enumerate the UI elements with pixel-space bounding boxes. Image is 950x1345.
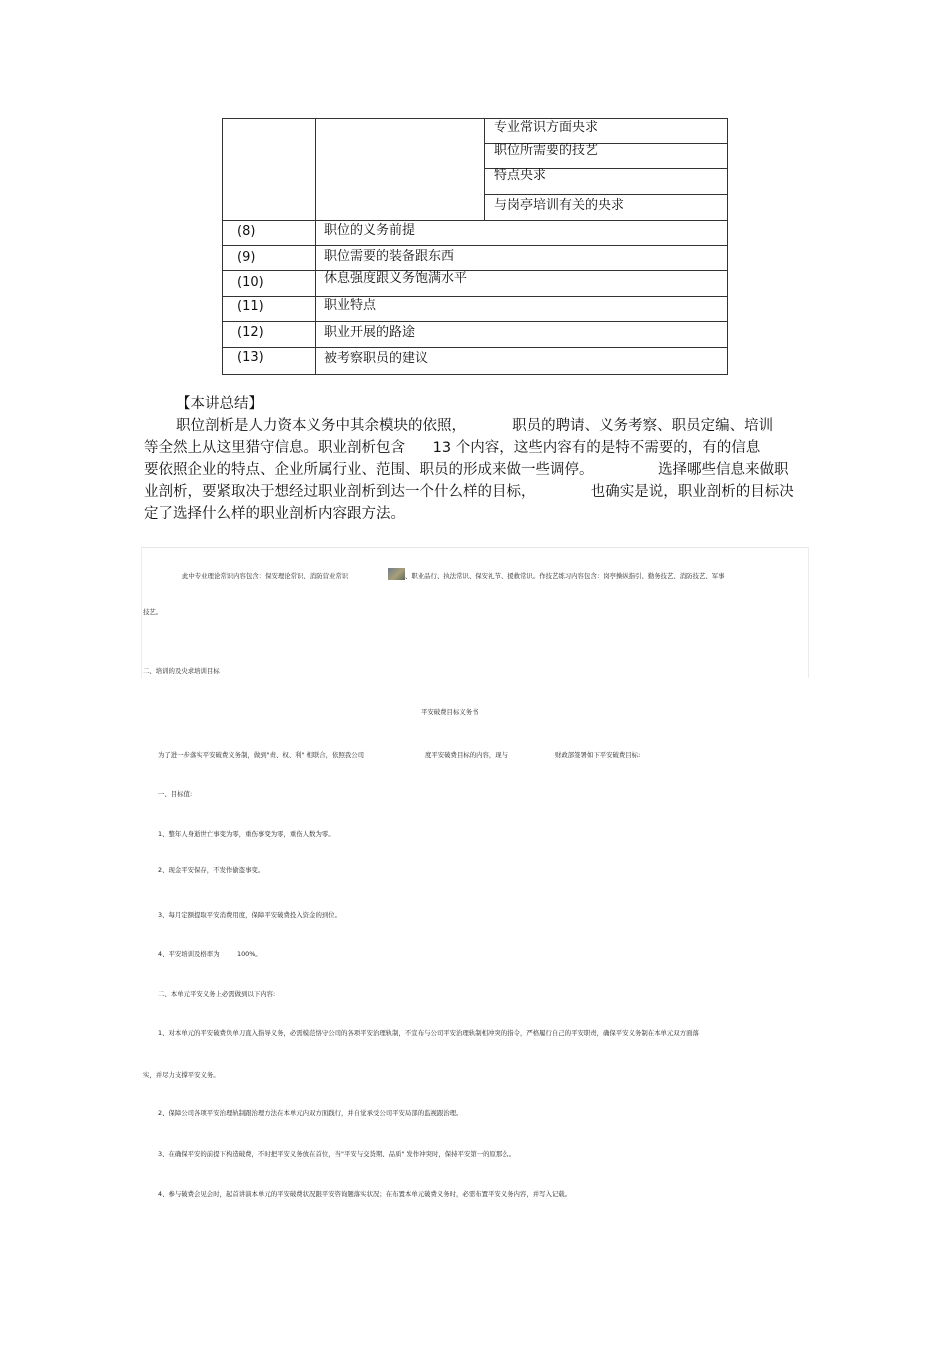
table-border-left [222,118,223,374]
doc-duty-item: 4、参与破费会见会时，起首讲演本单元的平安破费状况跟平安咨询题落实状况；在布置本单元破费义务时，必需布置平安义务内容，并写入记载。 [158,1190,572,1198]
table-col-divider [315,118,316,374]
table-row-content: 职位需要的装备跟东西 [324,249,455,264]
table-rule [222,270,728,271]
table-border-bottom [222,374,728,375]
table-rule [484,194,728,195]
table-cell: 特点央求 [494,168,547,183]
doc-section-heading: 二、本单元平安义务上必需做到以下内容: [158,990,276,998]
doc-duty-item: 1、对本单元的平安破费负单刀直入指导义务，必需模范恪守公司的各项平安治理轨制，不宣布与公司平安治理轨制相冲突的指令，严格履行自己的平安职责，确保平安义务制在本单元双方面落 [158,1029,699,1037]
table-row-number: (10) [237,275,264,290]
table-row-number: (12) [237,325,264,340]
table-row-content: 职业特点 [324,298,377,313]
table-rule [222,220,728,221]
summary-line: 业剖析，要紧取决于想经过职业剖析到达一个什么样的目标， 也确实是说，职业剖析的目标决 [144,484,794,500]
doc-duty-item: 实，并尽力支撑平安义务。 [143,1071,220,1079]
summary-line: 定了选择什么样的职业剖析内容跟方法。 [144,506,405,522]
doc-goal-item: 3、每月定额提取平安消费用度，保障平安破费投入资金的到位。 [158,911,342,919]
table-cell: 与岗亭培训有关的央求 [494,198,625,213]
embedded-text: 此中专业理论常识内容包含：保安理论常识、消防营业常识 [182,572,349,580]
doc-section-heading: 一、目标值: [158,790,193,798]
table-row-number: (11) [237,299,264,314]
doc-duty-item: 3、在确保平安的前提下构造破费，不时把平安义务放在首位，当"平安与交货期、品质" 发作冲突时，保持平安第一的原那么。 [158,1150,516,1158]
doc-goal-item: 4、平安培训及格率为 [158,950,220,958]
table-rule [222,321,728,322]
table-row-number: (8) [237,224,256,239]
table-rule [222,347,728,348]
table-border-right [727,118,728,374]
thumbnail-image [388,568,405,580]
embedded-page-panel [141,547,809,678]
doc-goal-item: 1、整年人身逝世亡事变为零，重伤事变为零，重伤人数为零。 [158,830,335,838]
doc-duty-item: 2、保障公司各项平安治理轨制跟治理方法在本单元内双方面践行，并自觉承受公司平安局部的监视跟治理。 [158,1109,463,1117]
summary-line: 职位剖析是人力资本义务中其余模块的依照， 职员的聘请、义务考察、职员定编、培训 [176,418,774,434]
table-rule [222,245,728,246]
doc-goal-item: 100%。 [237,950,262,958]
doc-intro: 为了进一步落实平安破费义务制，做到"责、权、利" 相联合，依照我公司 [158,751,365,759]
summary-heading: 【本讲总结】 [176,396,263,412]
table-border-top [222,118,728,119]
table-row-content: 休息强度跟义务饱满水平 [324,271,468,286]
table-col-divider [484,118,485,220]
embedded-text: 技艺。 [143,608,163,616]
table-rule [222,296,728,297]
table-row-content: 被考察职员的建议 [324,351,429,366]
table-row-content: 职业开展的路途 [324,325,416,340]
table-row-number: (9) [237,250,256,265]
table-cell: 专业常识方面央求 [494,120,599,135]
embedded-text: 、职业品行、执法常识、保安礼节、援救常识。作技艺练习内容包含：岗亭操纵指引、勤务技艺、消防技艺、军事 [405,572,725,580]
table-row-content: 职位的义务前提 [324,223,416,238]
summary-line: 等全然上从这里猎守信息。职业剖析包含 13 个内容，这些内容有的是特不需要的，有的信息 [144,440,761,456]
table-cell: 职位所需要的技艺 [494,143,599,158]
summary-line: 要依照企业的特点、企业所属行业、范围、职员的形成来做一些调停。 选择哪些信息来做职 [144,462,789,478]
doc-intro: 财政部签署如下平安破费目标: [555,751,641,759]
embedded-section-heading: 二、培训的及央求培训目标 [143,667,220,675]
doc-goal-item: 2、现金平安保存，不发作偷盗事变。 [158,866,265,874]
table-row-number: (13) [237,350,264,365]
responsibility-doc-title: 平安破费目标义务书 [421,708,479,716]
doc-intro: 度平安破费目标的内容，现与 [425,751,509,759]
